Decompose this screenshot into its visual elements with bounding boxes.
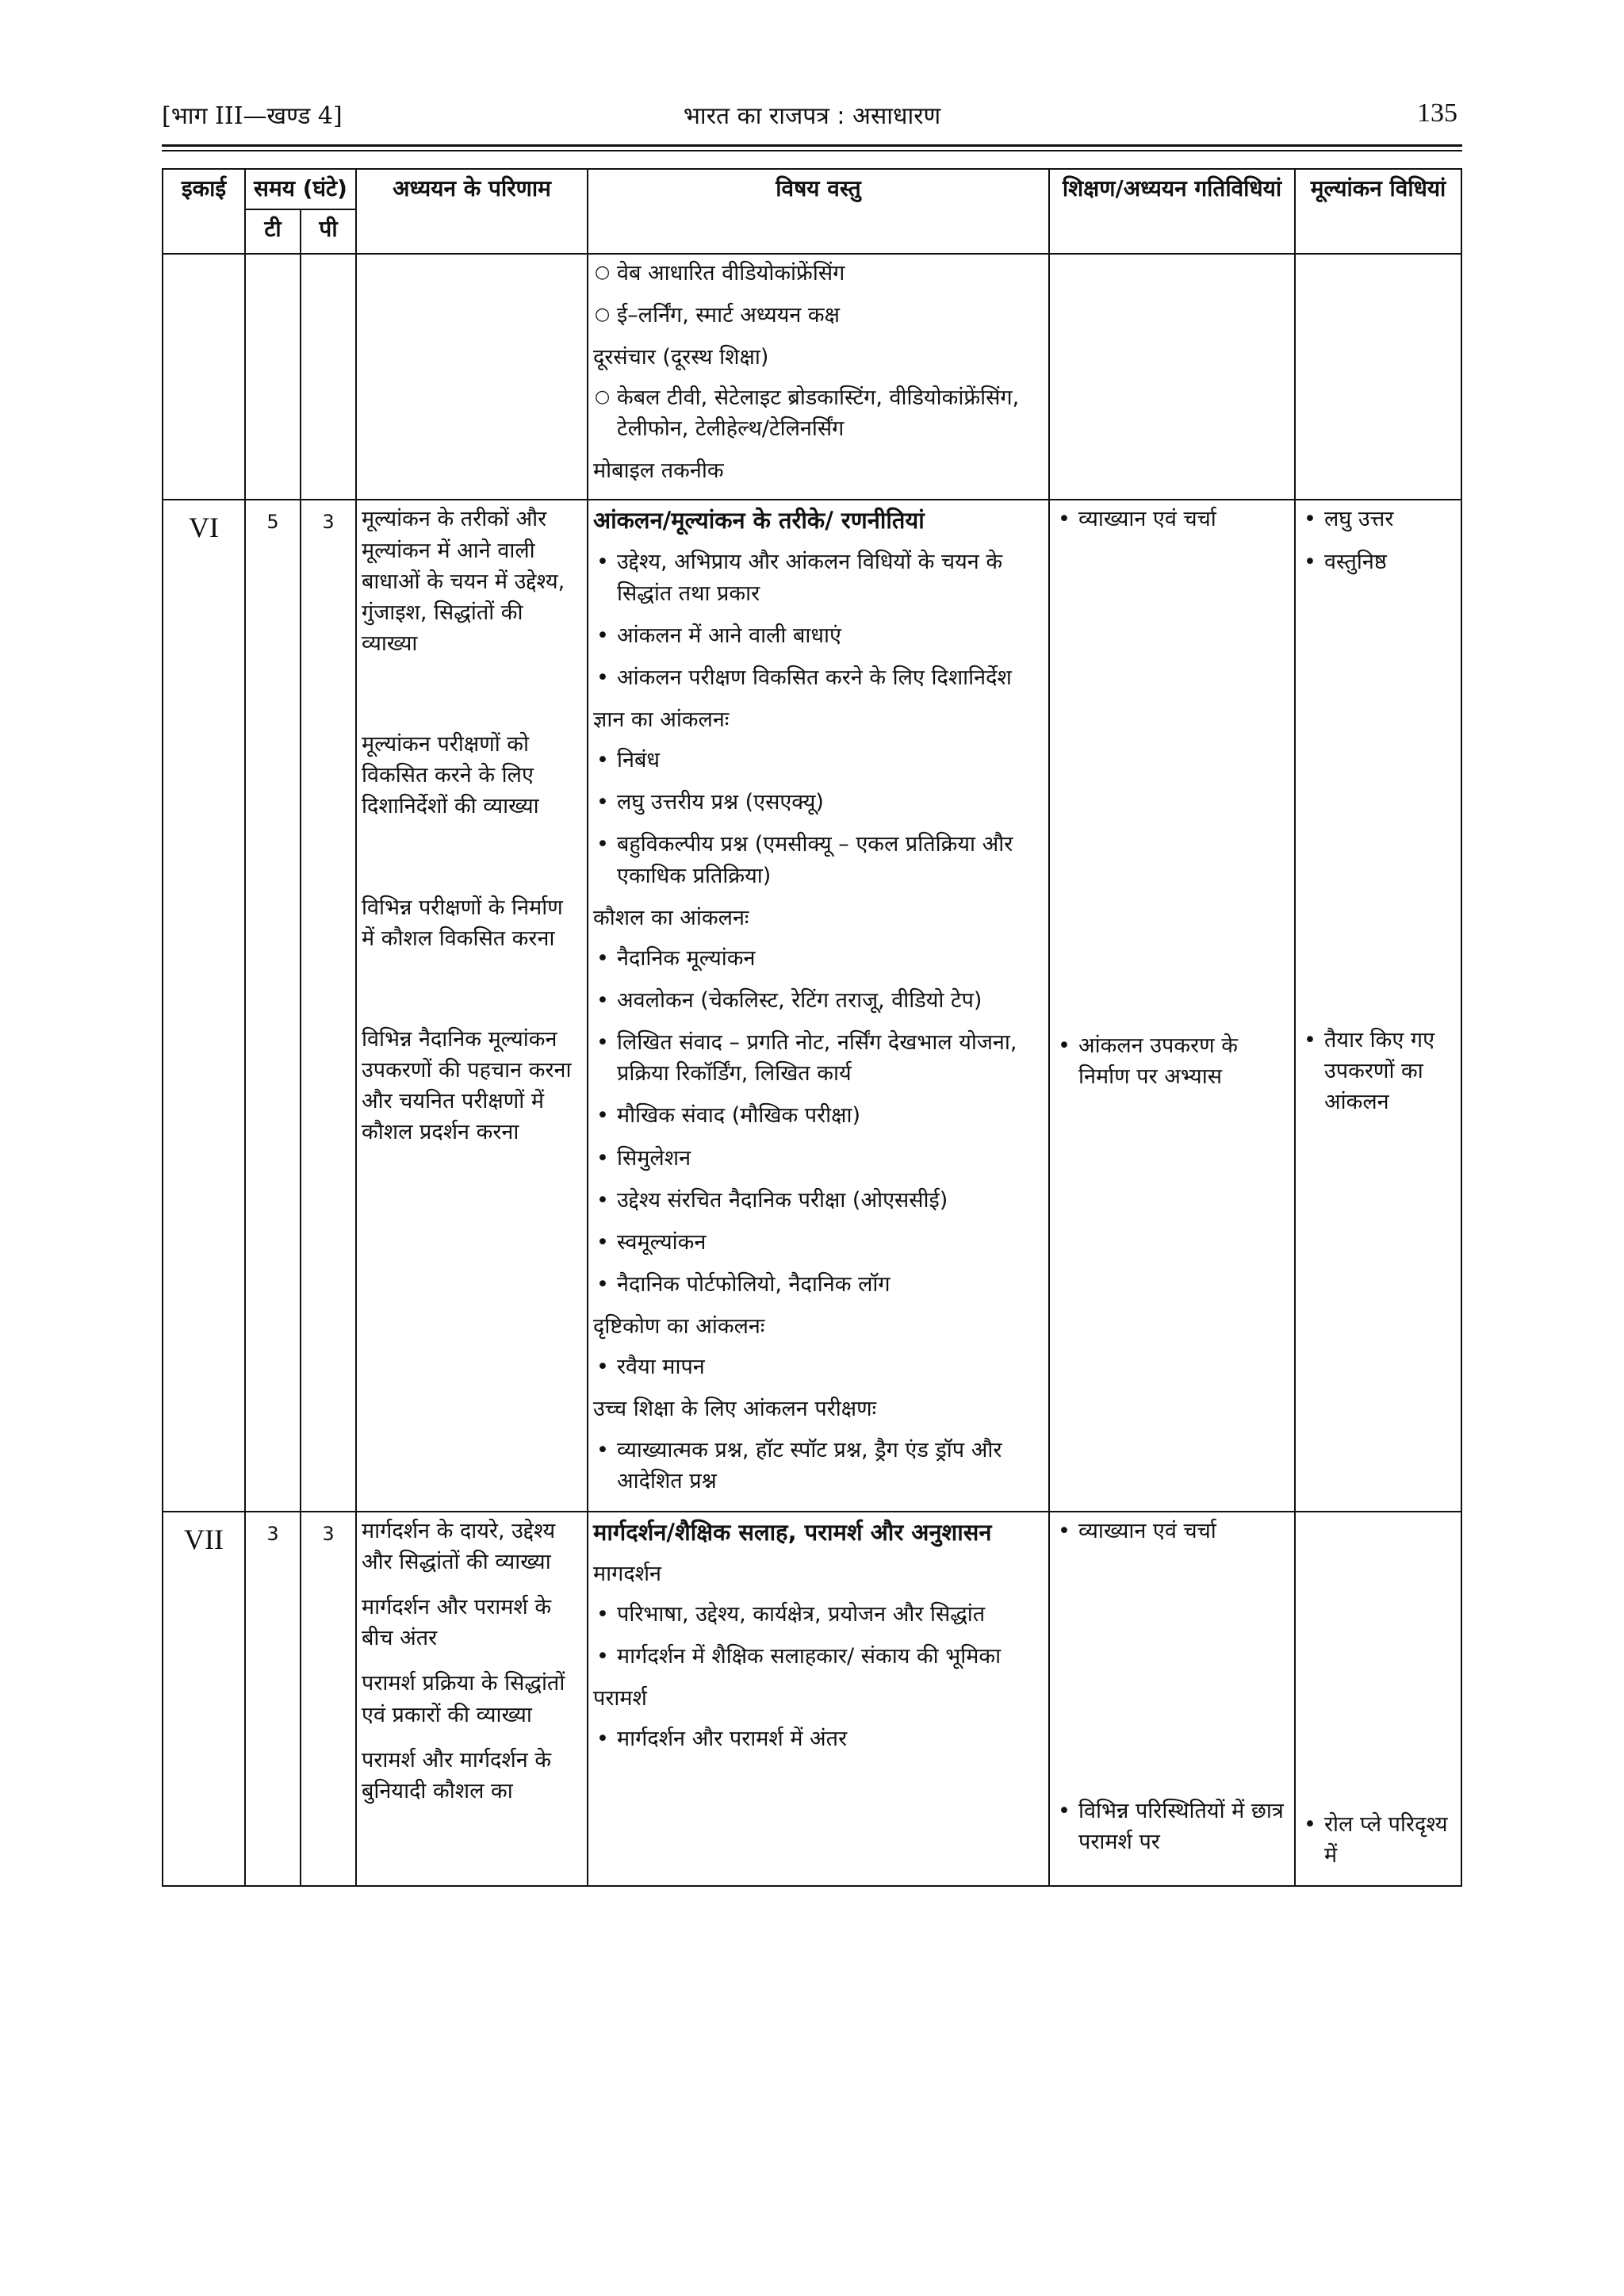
outcome-text: मार्गदर्शन और परामर्श के बीच अंतर	[362, 1595, 552, 1651]
list-item: • उद्देश्य संरचित नैदानिक परीक्षा (ओएससीई)	[593, 1185, 1044, 1216]
list-item: • उद्देश्य, अभिप्राय और आंकलन विधियों के चयन के सिद्धांत तथा प्रकार	[593, 546, 1044, 608]
unit-number: VI	[163, 500, 245, 1511]
page-number: 135	[1417, 98, 1457, 128]
col-unit-header: इकाई	[163, 169, 245, 254]
table-row	[163, 1512, 1461, 1886]
evaluation-cell	[1295, 1512, 1461, 1886]
col-t-header: टी	[245, 209, 301, 254]
activities-cell	[1049, 1512, 1295, 1886]
list-item: ○ केबल टीवी, सेटेलाइट ब्रोडकास्टिंग, वीडियोकांफ्रेंसिंग, टेलीफोन, टेलीहेल्थ/टेलिनर्सिंग	[593, 382, 1044, 444]
col-p-header: पी	[301, 209, 356, 254]
list-item: • लिखित संवाद – प्रगति नोट, नर्सिंग देखभाल योजना, प्रक्रिया रिकॉर्डिंग, लिखित कार्य	[593, 1027, 1044, 1089]
list-item: • नैदानिक पोर्टफोलियो, नैदानिक लॉग	[593, 1269, 1044, 1300]
outcome-text: विभिन्न परीक्षणों के निर्माण में कौशल विकसित करना	[362, 895, 563, 951]
list-item: • लघु उत्तर	[1300, 504, 1456, 535]
content-subheading: मागदर्शन	[593, 1561, 662, 1586]
outcome-text: मूल्यांकन के तरीकों और मूल्यांकन में आने वाली बाधाओं के चयन में उद्देश्य, गुंजाइश, सिद्धांतों की व्याख्या	[362, 507, 565, 656]
list-item: ○ वेब आधारित वीडियोकांफ्रेंसिंग	[593, 258, 1044, 289]
content-subheading: ज्ञान का आंकलनः	[593, 707, 730, 733]
header-rule-thin	[162, 150, 1462, 151]
list-item: • लघु उत्तरीय प्रश्न (एसएक्यू)	[593, 787, 1044, 818]
content-subheading: उच्च शिक्षा के लिए आंकलन परीक्षणः	[593, 1397, 877, 1422]
list-item: • वस्तुनिष्ठ	[1300, 546, 1456, 577]
header-part-label: [भाग III—खण्ड 4]	[162, 102, 343, 130]
col-evaluation-header: मूल्यांकन विधियां	[1295, 169, 1461, 254]
table-header-row	[163, 169, 1461, 209]
col-content-header: विषय वस्तु	[588, 169, 1049, 254]
outcome-text: मार्गदर्शन के दायरे, उद्देश्य और सिद्धांतों की व्याख्या	[362, 1518, 556, 1574]
practical-hours: 3	[301, 500, 356, 1511]
unit-number: VII	[163, 1512, 245, 1886]
theory-hours: 5	[245, 500, 301, 1511]
content-subheading: परामर्श	[593, 1686, 647, 1711]
list-item: • आंकलन परीक्षण विकसित करने के लिए दिशानिर्देश	[593, 662, 1044, 693]
outcomes-cell	[356, 500, 588, 1511]
content-subheading: कौशल का आंकलनः	[593, 905, 749, 930]
list-item: • निबंध	[593, 745, 1044, 776]
list-item: • आंकलन में आने वाली बाधाएं	[593, 620, 1044, 651]
table-row	[163, 500, 1461, 1511]
activities-cell	[1049, 500, 1295, 1511]
header-rule	[162, 144, 1462, 147]
list-item: • रोल प्ले परिदृश्य में	[1300, 1809, 1456, 1871]
table-row	[163, 254, 1461, 500]
theory-hours: 3	[245, 1512, 301, 1886]
list-item: • मार्गदर्शन में शैक्षिक सलाहकार/ संकाय की भूमिका	[593, 1641, 1044, 1672]
evaluation-cell	[1295, 500, 1461, 1511]
content-cell	[588, 254, 1049, 500]
outcome-text: परामर्श और मार्गदर्शन के बुनियादी कौशल का	[362, 1747, 552, 1803]
list-item: • अवलोकन (चेकलिस्ट, रेटिंग तराजू, वीडियो टेप)	[593, 985, 1044, 1016]
list-item: • मौखिक संवाद (मौखिक परीक्षा)	[593, 1100, 1044, 1131]
list-item: • स्वमूल्यांकन	[593, 1227, 1044, 1258]
outcomes-cell	[356, 1512, 588, 1886]
list-item: • व्याख्यान एवं चर्चा	[1055, 504, 1289, 535]
content-cell	[588, 500, 1049, 1511]
header-gazette-title: भारत का राजपत्र : असाधारण	[683, 102, 941, 130]
list-item: ○ ई–लर्निंग, स्मार्ट अध्ययन कक्ष	[593, 300, 1044, 331]
list-item: • आंकलन उपकरण के निर्माण पर अभ्यास	[1055, 1030, 1289, 1092]
list-item: • सिमुलेशन	[593, 1143, 1044, 1174]
list-item: • तैयार किए गए उपकरणों का आंकलन	[1300, 1025, 1456, 1117]
outcome-text: परामर्श प्रक्रिया के सिद्धांतों एवं प्रकारों की व्याख्या	[362, 1671, 565, 1727]
content-subheading: दृष्टिकोण का आंकलनः	[593, 1314, 765, 1340]
list-item: • व्याख्यात्मक प्रश्न, हॉट स्पॉट प्रश्न, ड्रैग एंड ड्रॉप और आदेशित प्रश्न	[593, 1435, 1044, 1497]
col-time-header: समय (घंटे)	[245, 169, 356, 209]
syllabus-table	[162, 168, 1462, 1887]
content-heading: आंकलन/मूल्यांकन के तरीके/ रणनीतियां	[593, 507, 925, 535]
content-cell	[588, 1512, 1049, 1886]
list-item: • मार्गदर्शन और परामर्श में अंतर	[593, 1723, 1044, 1754]
outcome-text: विभिन्न नैदानिक मूल्यांकन उपकरणों की पहचान करना और चयनित परीक्षणों में कौशल प्रदर्शन करना	[362, 1026, 572, 1145]
list-item: • रवैया मापन	[593, 1351, 1044, 1382]
content-subheading: मोबाइल तकनीक	[593, 458, 724, 484]
list-item: • नैदानिक मूल्यांकन	[593, 943, 1044, 974]
content-subheading: दूरसंचार (दूरस्थ शिक्षा)	[593, 344, 769, 370]
col-activities-header: शिक्षण/अध्ययन गतिविधियां	[1049, 169, 1295, 254]
practical-hours: 3	[301, 1512, 356, 1886]
list-item: • व्याख्यान एवं चर्चा	[1055, 1516, 1289, 1547]
content-heading: मार्गदर्शन/शैक्षिक सलाह, परामर्श और अनुशासन	[593, 1518, 992, 1546]
outcome-text: मूल्यांकन परीक्षणों को विकसित करने के लिए दिशानिर्देशों की व्याख्या	[362, 732, 539, 819]
list-item: • विभिन्न परिस्थितियों में छात्र परामर्श पर	[1055, 1796, 1289, 1857]
list-item: • बहुविकल्पीय प्रश्न (एमसीक्यू – एकल प्रतिक्रिया और एकाधिक प्रतिक्रिया)	[593, 829, 1044, 891]
col-outcomes-header: अध्ययन के परिणाम	[356, 169, 588, 254]
list-item: • परिभाषा, उद्देश्य, कार्यक्षेत्र, प्रयोजन और सिद्धांत	[593, 1599, 1044, 1630]
